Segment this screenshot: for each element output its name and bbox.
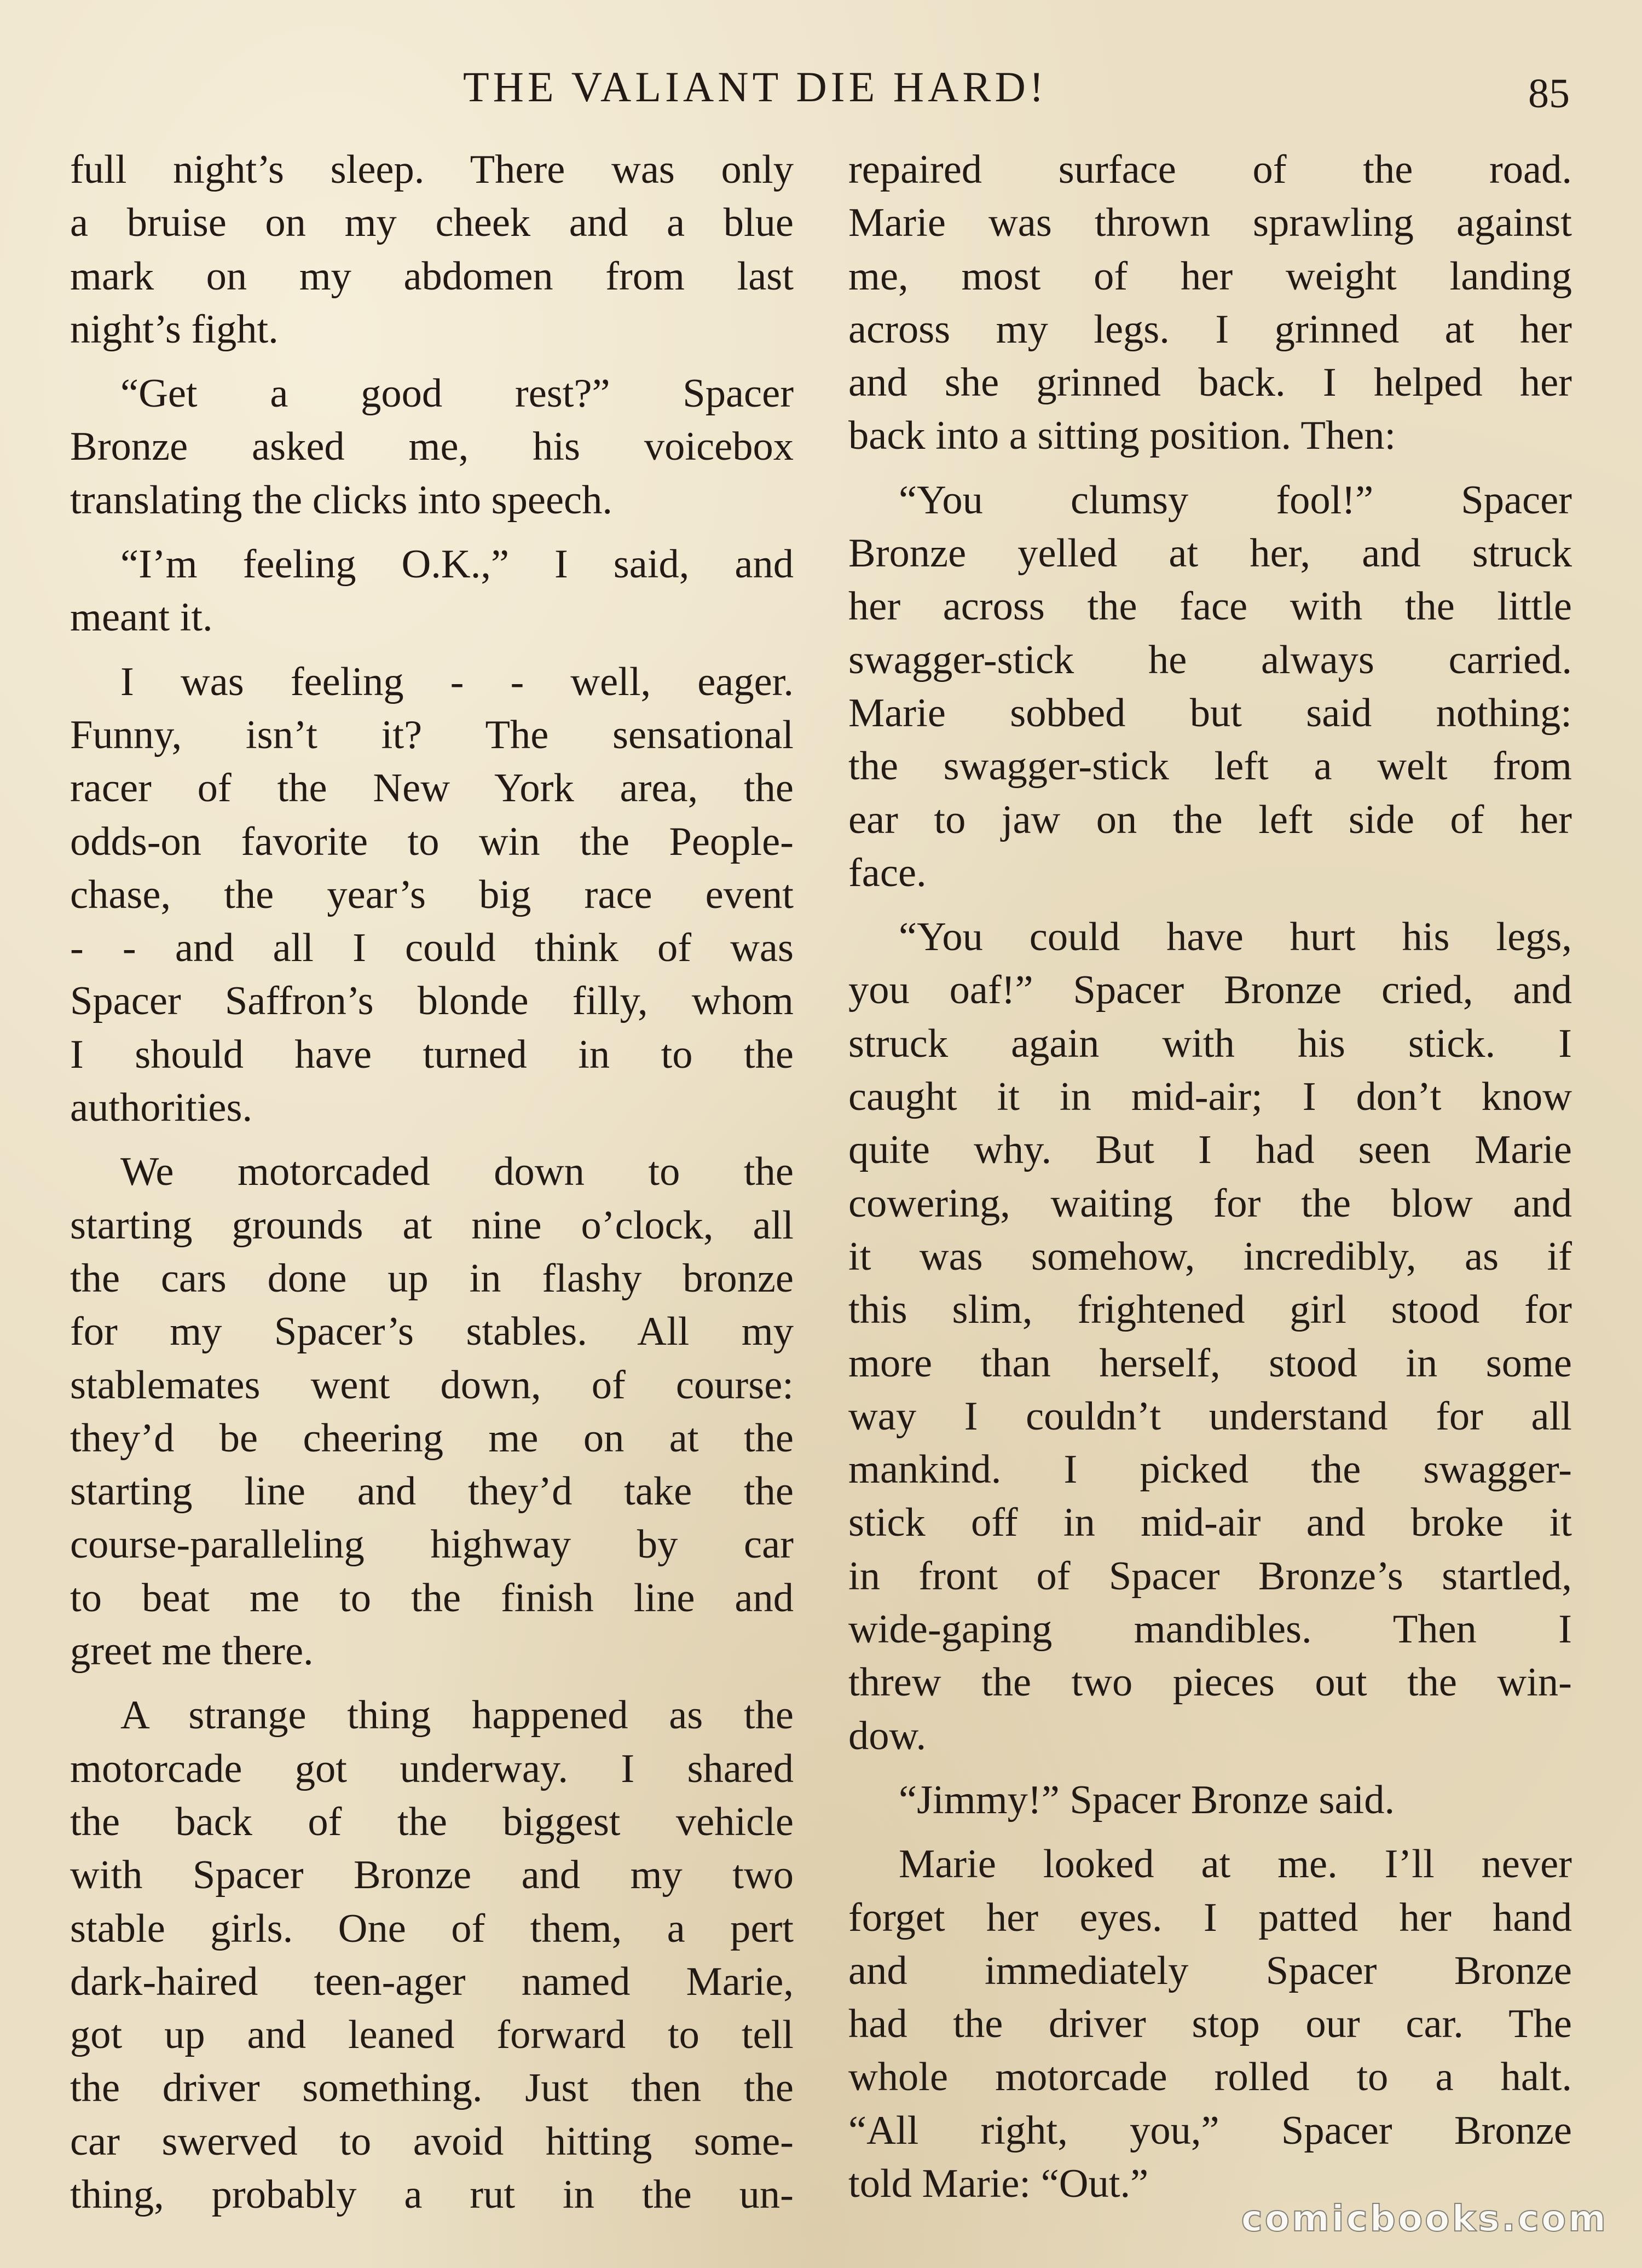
text-line: “All right, you,” Spacer Bronze [848, 2108, 1572, 2153]
text-line: with Spacer Bronze and my two [70, 1853, 794, 1898]
text-line: I was feeling - - well, eager. [120, 659, 794, 704]
text-line: Spacer Saffron’s blonde filly, whom [70, 979, 794, 1024]
text-line: Funny, isn’t it? The sensational [70, 712, 794, 757]
text-line: got up and leaned forward to tell [70, 2012, 794, 2058]
text-line: thing, probably a rut in the un- [70, 2172, 794, 2217]
watermark: comicbooks.com [1241, 2197, 1608, 2240]
text-line: “You clumsy fool!” Spacer [899, 477, 1572, 523]
text-line: struck again with his stick. I [848, 1021, 1572, 1066]
text-line: the back of the biggest vehicle [70, 1799, 794, 1844]
text-line: it was somehow, incredibly, as if [848, 1234, 1572, 1279]
page-header [0, 57, 1642, 117]
text-line: I should have turned in to the [70, 1032, 794, 1077]
text-line: Marie was thrown sprawling against [848, 200, 1572, 246]
paragraph [70, 538, 794, 645]
text-line: dark-haired teen-ager named Marie, [70, 1959, 794, 2004]
text-line: Marie looked at me. I’ll never [899, 1842, 1572, 1887]
running-title: THE VALIANT DIE HARD! [463, 63, 1048, 111]
text-line: night’s fight. [70, 306, 279, 352]
text-line: A strange thing happened as the [120, 1693, 794, 1738]
text-line: mark on my abdomen from last [70, 253, 794, 299]
text-line: We motorcaded down to the [120, 1149, 794, 1195]
paragraph [848, 1838, 1572, 2211]
text-line: course-paralleling highway by car [70, 1522, 794, 1567]
text-line: “Get a good rest?” Spacer [120, 371, 794, 416]
text-line: car swerved to avoid hitting some- [70, 2119, 794, 2164]
paragraph [848, 1774, 1572, 1827]
paragraph [848, 143, 1572, 463]
text-line: more than herself, stood in some [848, 1340, 1572, 1386]
text-line: the driver something. Just then the [70, 2066, 794, 2111]
paragraph [848, 474, 1572, 900]
text-line: and she grinned back. I helped her [848, 360, 1572, 406]
text-line: the swagger-stick left a welt from [848, 744, 1572, 789]
page-number: 85 [1528, 71, 1570, 117]
text-line: greet me there. [70, 1629, 314, 1674]
text-line: stick off in mid-air and broke it [848, 1500, 1572, 1546]
text-line: you oaf!” Spacer Bronze cried, and [848, 968, 1572, 1013]
text-line: they’d be cheering me on at the [70, 1415, 794, 1461]
text-line: dow. [848, 1713, 927, 1758]
text-line: starting line and they’d take the [70, 1469, 794, 1514]
text-line: caught it in mid-air; I don’t know [848, 1074, 1572, 1120]
text-line: to beat me to the finish line and [70, 1575, 794, 1621]
text-line: repaired surface of the road. [848, 147, 1572, 192]
text-column-right [848, 143, 1572, 2211]
text-line: full night’s sleep. There was only [70, 147, 794, 192]
text-line: authorities. [70, 1085, 253, 1131]
text-line: wide-gaping mandibles. Then I [848, 1607, 1572, 1652]
text-line: whole motorcade rolled to a halt. [848, 2055, 1572, 2100]
text-line: the cars done up in flashy bronze [70, 1256, 794, 1301]
text-line: “You could have hurt his legs, [899, 915, 1572, 960]
paragraph [70, 1145, 794, 1678]
text-line: me, most of her weight landing [848, 253, 1572, 299]
paragraph [70, 1689, 794, 2221]
text-line: Bronze yelled at her, and struck [848, 531, 1572, 576]
text-column-left [70, 143, 794, 2221]
text-line: had the driver stop our car. The [848, 2001, 1572, 2047]
text-line: translating the clicks into speech. [70, 477, 612, 523]
text-line: Bronze asked me, his voicebox [70, 424, 794, 470]
text-line: racer of the New York area, the [70, 766, 794, 811]
text-line: motorcade got underway. I shared [70, 1746, 794, 1791]
text-line: a bruise on my cheek and a blue [70, 200, 794, 246]
text-line: chase, the year’s big race event [70, 872, 794, 917]
text-line: stable girls. One of them, a pert [70, 1906, 794, 1951]
text-line: Marie sobbed but said nothing: [848, 690, 1572, 736]
paragraph [70, 656, 794, 1135]
text-line: threw the two pieces out the win- [848, 1660, 1572, 1705]
text-line: mankind. I picked the swagger- [848, 1447, 1572, 1492]
text-line: stablemates went down, of course: [70, 1362, 794, 1408]
text-line: and immediately Spacer Bronze [848, 1948, 1572, 1993]
text-line: starting grounds at nine o’clock, all [70, 1202, 794, 1248]
text-line: way I couldn’t understand for all [848, 1393, 1572, 1439]
text-line: for my Spacer’s stables. All my [70, 1309, 794, 1355]
text-line: forget her eyes. I patted her hand [848, 1895, 1572, 1940]
text-line: - - and all I could think of was [70, 925, 794, 971]
paragraph [848, 911, 1572, 1763]
paragraph [70, 367, 794, 527]
text-line: “Jimmy!” Spacer Bronze said. [899, 1777, 1395, 1822]
text-line: swagger-stick he always carried. [848, 637, 1572, 682]
text-line: back into a sitting position. Then: [848, 413, 1396, 459]
text-line: across my legs. I grinned at her [848, 306, 1572, 352]
text-line: cowering, waiting for the blow and [848, 1181, 1572, 1226]
text-line: quite why. But I had seen Marie [848, 1127, 1572, 1173]
text-line: in front of Spacer Bronze’s startled, [848, 1553, 1572, 1599]
text-line: ear to jaw on the left side of her [848, 797, 1572, 842]
text-line: meant it. [70, 595, 213, 640]
text-line: her across the face with the little [848, 584, 1572, 629]
text-line: told Marie: “Out.” [848, 2161, 1149, 2206]
text-line: face. [848, 850, 927, 895]
text-line: “I’m feeling O.K.,” I said, and [120, 542, 794, 587]
text-line: odds-on favorite to win the People- [70, 819, 794, 864]
text-line: this slim, frightened girl stood for [848, 1287, 1572, 1333]
paragraph [70, 143, 794, 356]
